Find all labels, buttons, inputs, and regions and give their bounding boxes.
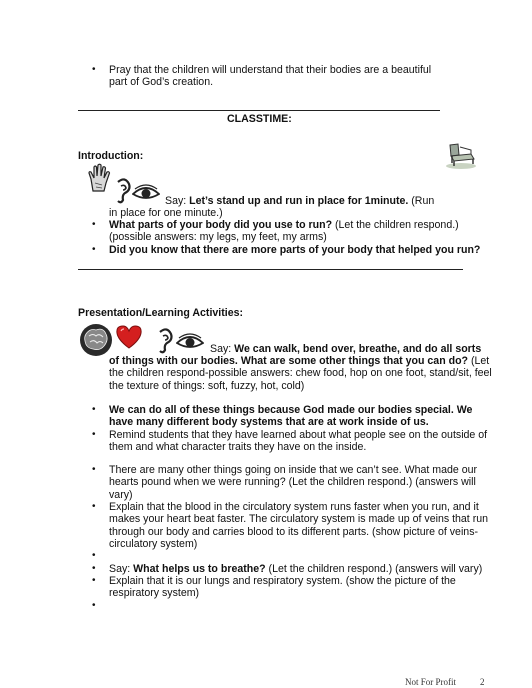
bullet-marker: • <box>92 563 96 574</box>
intro-say-rest-1: (Run <box>411 195 435 207</box>
bullet-marker: • <box>92 501 96 512</box>
presentation-bullet-3: There are many other things going on inside that we can’t see. What made our hearts pound when we were running? (Let the children respond.) (answers will vary) <box>109 464 478 501</box>
presentation-bullet-2: Remind students that they have learned about what people see on the outside of them and what character traits they have on the inside. <box>109 429 488 454</box>
bullet-marker: • <box>92 550 96 561</box>
head-thinking-icon <box>78 322 114 358</box>
presentation-say-line-1: Say: We can walk, bend over, breathe, and do all sorts <box>210 343 482 355</box>
intro-say-line <box>165 195 495 207</box>
heart-icon <box>115 324 143 350</box>
eye-icon <box>132 184 160 202</box>
bullet-marker: • <box>92 219 96 230</box>
divider-top <box>78 110 440 111</box>
divider-intro <box>78 269 463 270</box>
footer-label: Not For Profit <box>405 677 457 687</box>
bullet-marker: • <box>92 64 96 75</box>
page-number: 2 <box>480 677 485 687</box>
presentation-bullet-1: We can do all of these things because God made our bodies special. We have many different body systems that are at work inside of us. <box>109 404 473 429</box>
bullet-marker: • <box>92 600 96 611</box>
intro-say-bold: Let’s stand up and run in place for 1minute. <box>189 195 409 207</box>
presentation-say-body: of things with our bodies. What are some other things that you can do? (Let the children respond-possible answers: chew food, hop on one foot, stand/sit, feel the texture of things: soft, fuzzy, hot, cold) <box>109 355 492 392</box>
bullet-marker: • <box>92 464 96 475</box>
intro-bullet-2: Did you know that there are more parts of your body that helped you run? <box>109 244 481 256</box>
chair-icon <box>444 141 478 169</box>
bullet-marker: • <box>92 404 96 415</box>
presentation-bullet-6: Say: What helps us to breathe? (Let the children respond.) (answers will vary) <box>109 563 483 575</box>
presentation-bullet-4: Explain that the blood in the circulatory system runs faster when you run, and it makes your heart beat faster. The circulatory system is made up of veins that run through our body and carries blood to its different parts. (show picture of veins-circulatory system) <box>109 501 489 551</box>
prayer-text: Pray that the children will understand that their bodies are a beautiful part of God’s creation. <box>109 64 432 89</box>
intro-bullet-1: What parts of your body did you use to run? (Let the children respond.) (possible answers: my legs, my feet, my arms) <box>109 219 459 244</box>
hand-icon <box>87 163 113 193</box>
presentation-bullet-7: Explain that it is our lungs and respiratory system. (show the picture of the respiratory system) <box>109 575 456 600</box>
eye-icon <box>176 333 204 351</box>
intro-say-rest: in place for one minute.) <box>109 207 223 219</box>
bullet-marker: • <box>92 429 96 440</box>
classtime-heading: CLASSTIME: <box>227 113 292 125</box>
ear-icon <box>113 178 133 204</box>
presentation-heading: Presentation/Learning Activities: <box>78 307 244 319</box>
bullet-marker: • <box>92 244 96 255</box>
ear-icon <box>155 328 175 354</box>
bullet-marker: • <box>92 575 96 586</box>
introduction-heading: Introduction: <box>78 150 144 162</box>
say-label: Say: <box>165 195 187 207</box>
